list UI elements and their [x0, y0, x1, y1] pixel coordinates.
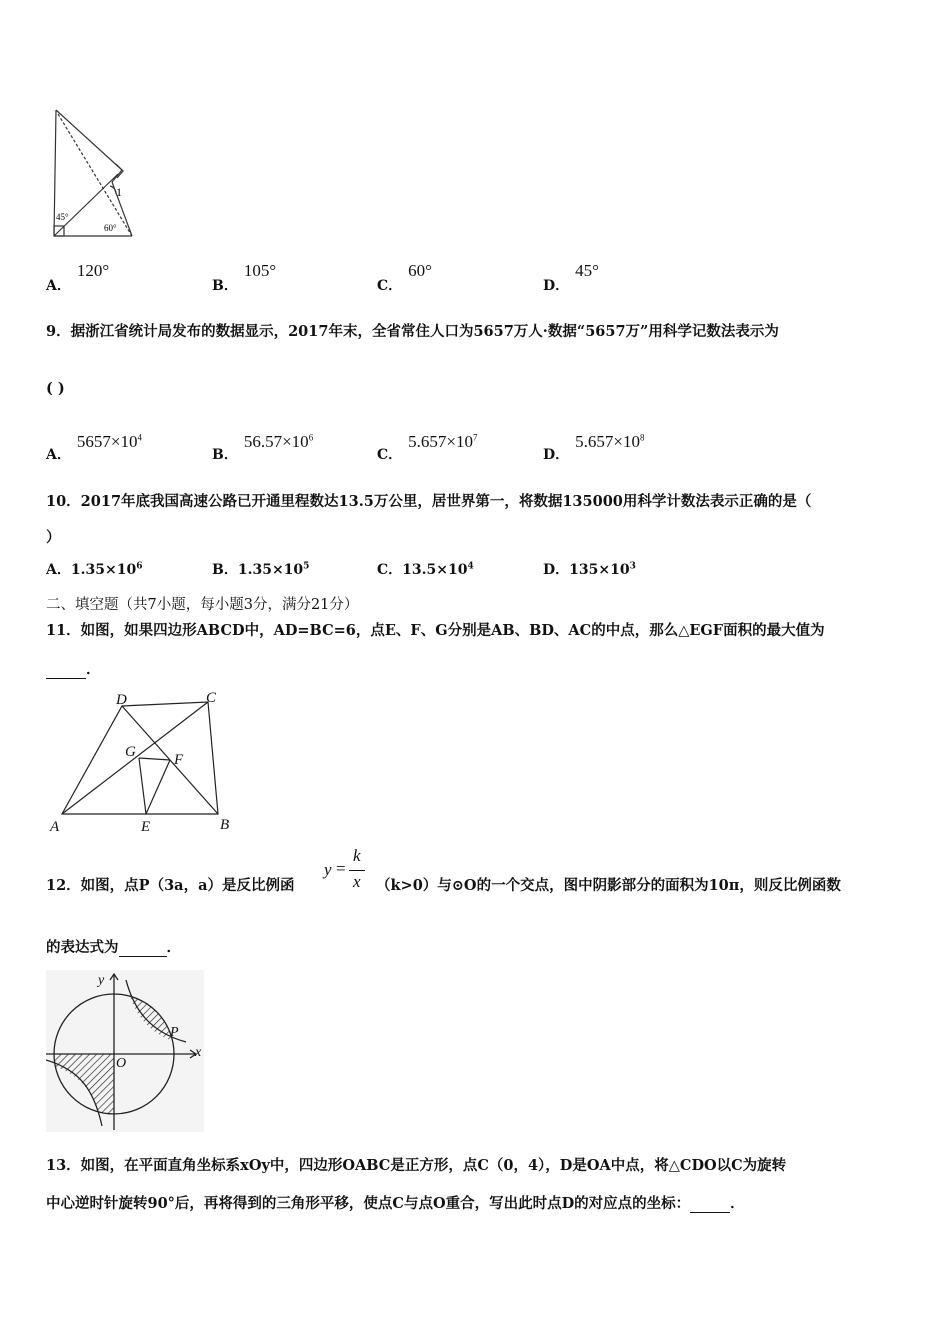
q8-option-c[interactable]: C．60° [377, 261, 432, 294]
q8-option-d[interactable]: D．45° [543, 261, 599, 294]
figure-quadrilateral [46, 688, 246, 836]
q11-text: 11．如图，如果四边形ABCD中，AD=BC=6，点E、F、G分别是AB、BD、AC的中点，那么△EGF面积的最大值为 [46, 622, 825, 639]
point-P-label: P [170, 1025, 179, 1040]
q9-option-d[interactable]: D．$5.657\times 10^8$ [543, 432, 645, 463]
label-F: F [174, 752, 184, 768]
q10-option-d[interactable]: D．$135\times 10^3$ [543, 561, 636, 578]
label-E: E [141, 819, 151, 835]
q12-answer-blank[interactable] [119, 939, 167, 957]
q9-option-a[interactable]: A．$5657\times 10^4$ [46, 432, 142, 463]
q10-option-a[interactable]: A．$1.35\times 10^6$ [46, 561, 143, 578]
q9-option-c[interactable]: C．$5.657\times 10^7$ [377, 432, 478, 463]
fraction-bar [349, 870, 365, 871]
q10-text: 10．2017年底我国高速公路已开通里程数达13.5万公里，居世界第一，将数据135000用科学计数法表示正确的是（ [46, 493, 812, 510]
q13-line2: 中心逆时针旋转90°后，再将得到的三角形平移，使点C与点O重合，写出此时点D的对应点的坐标： ． [46, 1195, 745, 1212]
label-C: C [206, 690, 217, 706]
q8-option-b[interactable]: B．105° [212, 261, 277, 294]
q11-answer-blank[interactable] [46, 661, 86, 679]
q9-option-b[interactable]: B．$56.57\times 10^6$ [212, 432, 314, 463]
section-2-heading: 二、填空题（共7小题，每小题3分，满分21分） [46, 597, 359, 613]
label-G: G [125, 744, 136, 760]
angle-60-label: 60° [104, 223, 117, 233]
angle-1-label: 1 [116, 185, 122, 199]
q10-close: ） [46, 529, 61, 546]
angle-45-label: 45° [56, 212, 69, 222]
q12-formula: y = k x [324, 846, 376, 896]
q8-option-a[interactable]: A．120° [46, 261, 110, 294]
q10-option-c[interactable]: C．$13.5\times 10^4$ [377, 561, 474, 578]
q11-answer-line: ． [46, 658, 101, 679]
figure-circle-hyperbola [46, 970, 204, 1132]
origin-label: O [116, 1056, 127, 1071]
q10-option-b[interactable]: B．$1.35\times 10^5$ [212, 561, 310, 578]
figure-triangles [46, 104, 138, 244]
q9-paren: ( ) [46, 380, 65, 397]
q12-text-before: 12．如图，点P（3a，a）是反比例函 [46, 877, 295, 894]
axis-y-label: y [98, 973, 105, 988]
axis-x-label: x [195, 1045, 202, 1060]
label-B: B [220, 817, 230, 833]
q13-answer-blank[interactable] [690, 1195, 730, 1213]
q13-line1: 13．如图，在平面直角坐标系xOy中，四边形OABC是正方形，点C（0，4），D是OA中点，将△CDO以C为旋转 [46, 1157, 787, 1174]
label-D: D [116, 692, 127, 708]
label-A: A [50, 819, 60, 835]
q9-text: 9．据浙江省统计局发布的数据显示，2017年末，全省常住人口为5657万人·数据“5657万”用科学记数法表示为 [46, 323, 779, 340]
q12-text-after: （k>0）与⊙O的一个交点，图中阴影部分的面积为10π，则反比例函数 [376, 877, 841, 894]
q12-line2: 的表达式为 ． [46, 939, 181, 956]
